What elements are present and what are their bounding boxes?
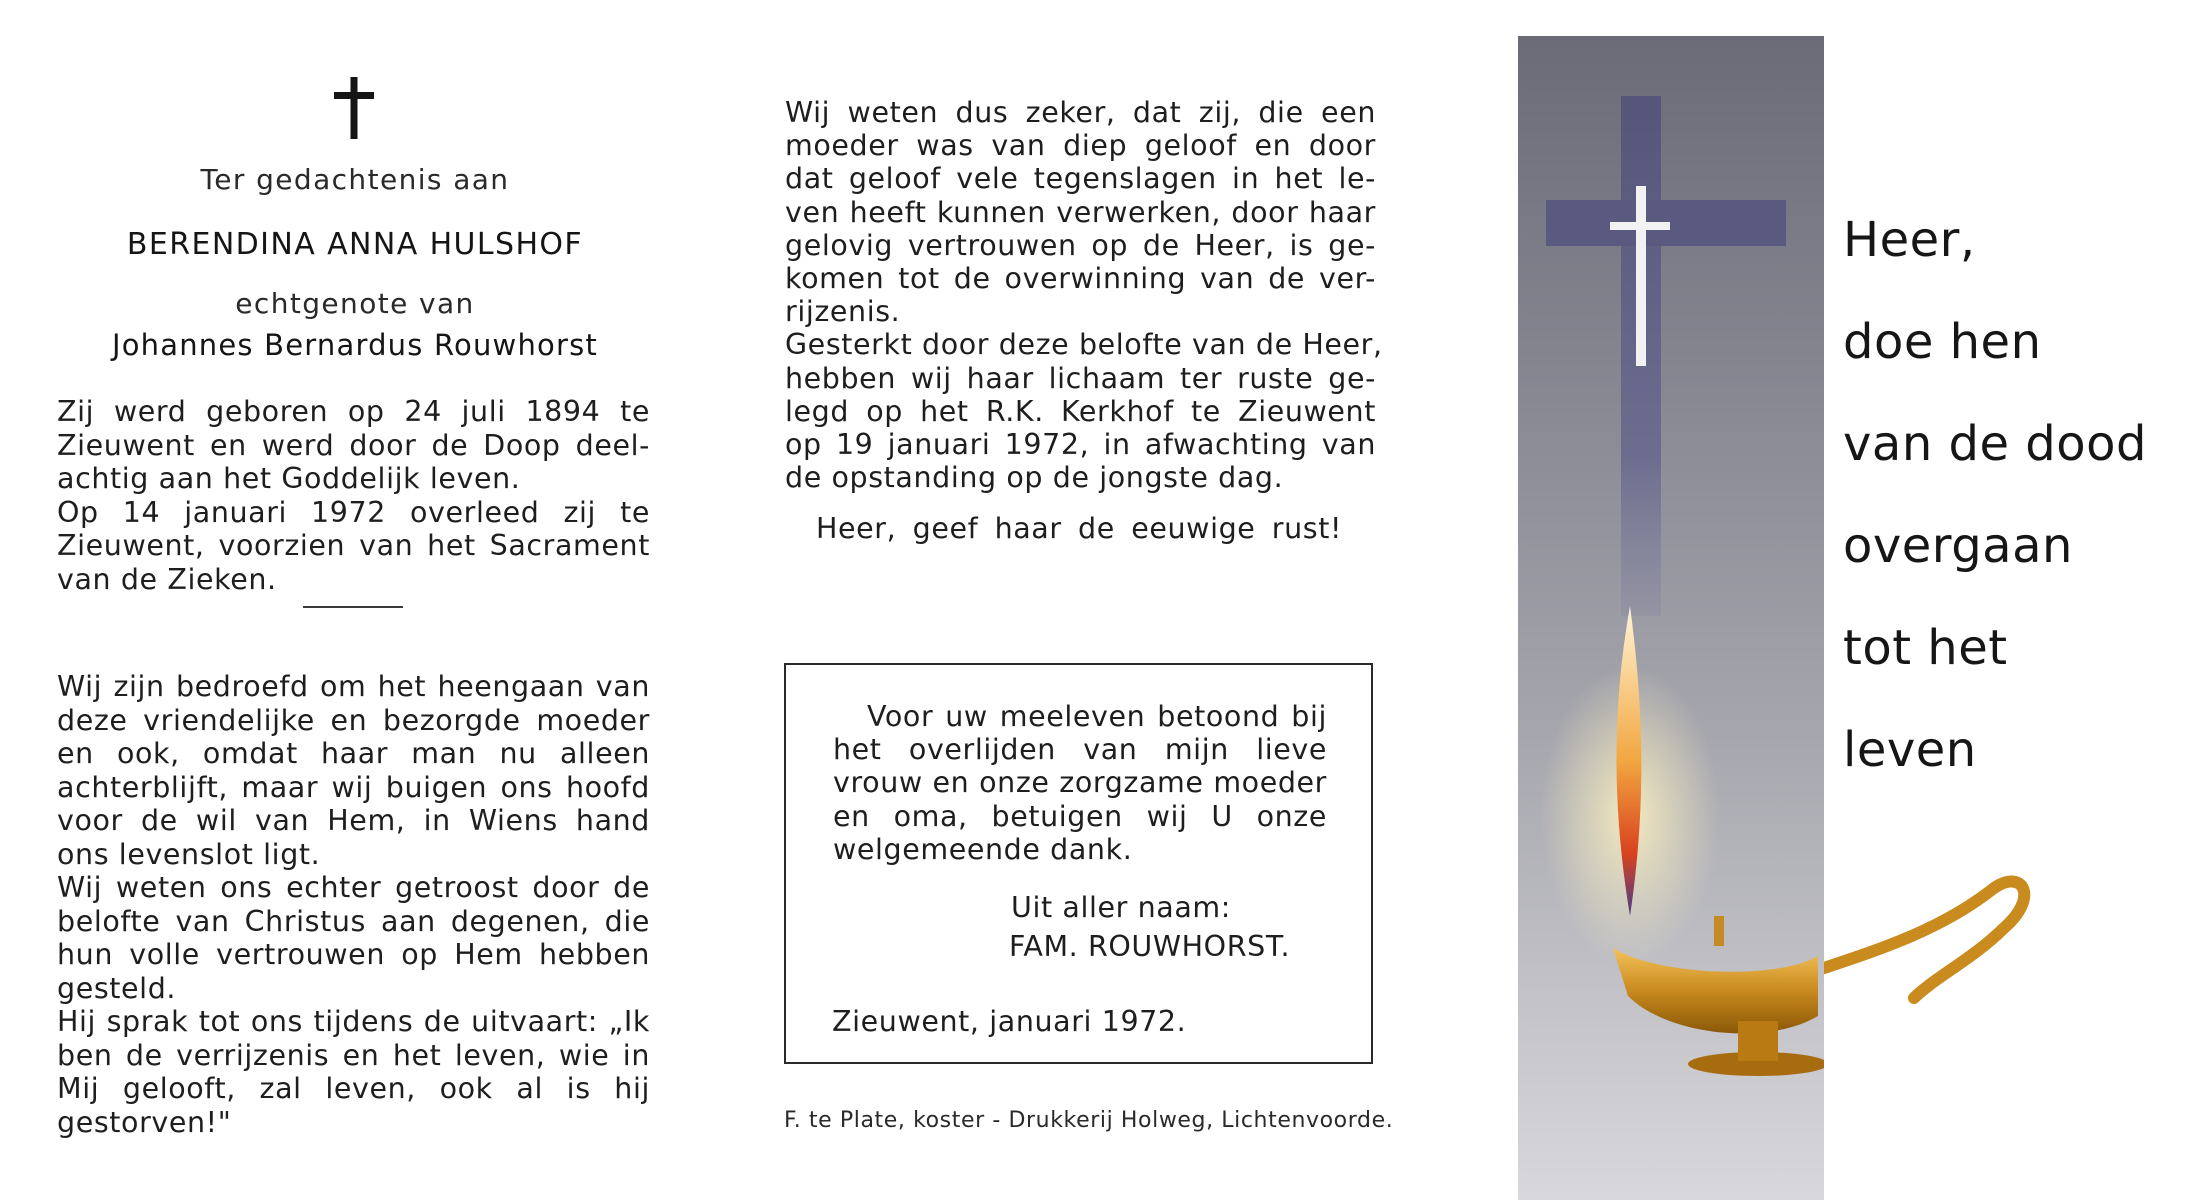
body-line: gestorven!" — [57, 1105, 232, 1139]
verse-heading — [1843, 212, 2147, 824]
verse-line: van de dood — [1843, 416, 2147, 472]
bio-line: van de Zieken. — [57, 562, 277, 596]
lamp-handle — [1824, 868, 2034, 1018]
mourning-paragraph — [57, 670, 650, 1139]
verse-line: Heer, — [1843, 212, 1976, 268]
text-line: Wij weten dus zeker, dat zij, die een — [785, 96, 1376, 129]
text-line: legd op het R.K. Kerkhof te Zieuwent — [785, 394, 1376, 428]
bio-line: Op 14 januari 1972 overleed zij te — [57, 495, 650, 529]
spouse-name: Johannes Bernardus Rouwhorst — [111, 328, 599, 362]
body-line: voor de wil van Hem, in Wiens hand — [57, 804, 650, 837]
prayer-line: Heer, geef haar de eeuwige rust! — [816, 512, 1342, 545]
place-date: Zieuwent, januari 1972. — [832, 1005, 1187, 1038]
body-line: Wij zijn bedroefd om het heengaan van — [57, 670, 650, 703]
biography-paragraph — [57, 395, 650, 596]
text-line: hebben wij haar lichaam ter ruste ge- — [785, 361, 1376, 395]
signature-name: FAM. ROUWHORST. — [1009, 930, 1291, 963]
text-line: komen tot de overwinning van de ver- — [785, 262, 1376, 296]
memorial-intro: Ter gedachtenis aan — [200, 163, 510, 196]
body-line: ben de verrijzenis en het leven, wie in — [57, 1038, 650, 1072]
body-line: deze vriendelijke en bezorgde moeder — [57, 703, 650, 737]
text-line: moeder was van diep geloof en door — [785, 129, 1376, 163]
thanks-line: vrouw en onze zorgzame moeder — [833, 766, 1327, 800]
body-line: ons levenslot ligt. — [57, 837, 321, 871]
bio-line: achtig aan het Goddelijk leven. — [57, 462, 521, 495]
text-line: dat geloof vele tegenslagen in het le- — [785, 162, 1376, 196]
cross-and-oil-lamp-illustration — [1518, 36, 1824, 1200]
body-line: hun volle vertrouwen op Hem hebben — [57, 938, 650, 971]
body-line: gesteld. — [57, 971, 177, 1005]
deceased-name: BERENDINA ANNA HULSHOF — [126, 227, 584, 262]
verse-line: doe hen — [1843, 314, 2042, 370]
text-line: gelovig vertrouwen op de Heer, is ge- — [785, 228, 1376, 262]
body-line: Mij gelooft, zal leven, ook al is hij — [57, 1072, 650, 1105]
cross-icon — [332, 77, 376, 139]
thanks-line: welgemeende dank. — [833, 832, 1133, 866]
text-line: ven heeft kunnen verwerken, door haar — [785, 195, 1376, 229]
thanks-paragraph — [833, 700, 1327, 866]
body-line: Hij sprak tot ons tijdens de uitvaart: „Ik — [57, 1005, 650, 1038]
text-line: op 19 januari 1972, in afwachting van — [785, 428, 1376, 462]
bio-line: Zieuwent en werd door de Doop deel- — [57, 428, 650, 462]
spouse-intro: echtgenote van — [235, 287, 475, 320]
verse-line: leven — [1843, 722, 1977, 778]
thank-you-box — [784, 663, 1373, 1064]
verse-line: overgaan — [1843, 518, 2073, 574]
body-line: en ook, omdat haar man nu alleen — [57, 737, 650, 770]
printer-credit: F. te Plate, koster - Drukkerij Holweg, Lichtenvoorde. — [784, 1108, 1394, 1133]
section-divider — [303, 606, 403, 608]
text-line: Gesterkt door deze belofte van de Heer, — [785, 328, 1383, 362]
thanks-line: het overlijden van mijn lieve — [833, 733, 1327, 767]
body-line: Wij weten ons echter getroost door de — [57, 871, 650, 904]
body-line: belofte van Christus aan degenen, die — [57, 904, 650, 938]
text-line: de opstanding op de jongste dag. — [785, 461, 1284, 495]
bio-line: Zij werd geboren op 24 juli 1894 te — [57, 395, 650, 428]
signature-intro: Uit aller naam: — [1011, 891, 1231, 924]
thanks-line: en oma, betuigen wij U onze — [833, 799, 1327, 833]
body-line: achterblijft, maar wij buigen ons hoofd — [57, 770, 650, 804]
faith-paragraph — [785, 96, 1383, 495]
text-line: rijzenis. — [785, 295, 901, 329]
verse-line: tot het — [1843, 620, 2008, 676]
thanks-line: Voor uw meeleven betoond bij — [867, 700, 1327, 733]
bio-line: Zieuwent, voorzien van het Sacrament — [57, 529, 650, 562]
